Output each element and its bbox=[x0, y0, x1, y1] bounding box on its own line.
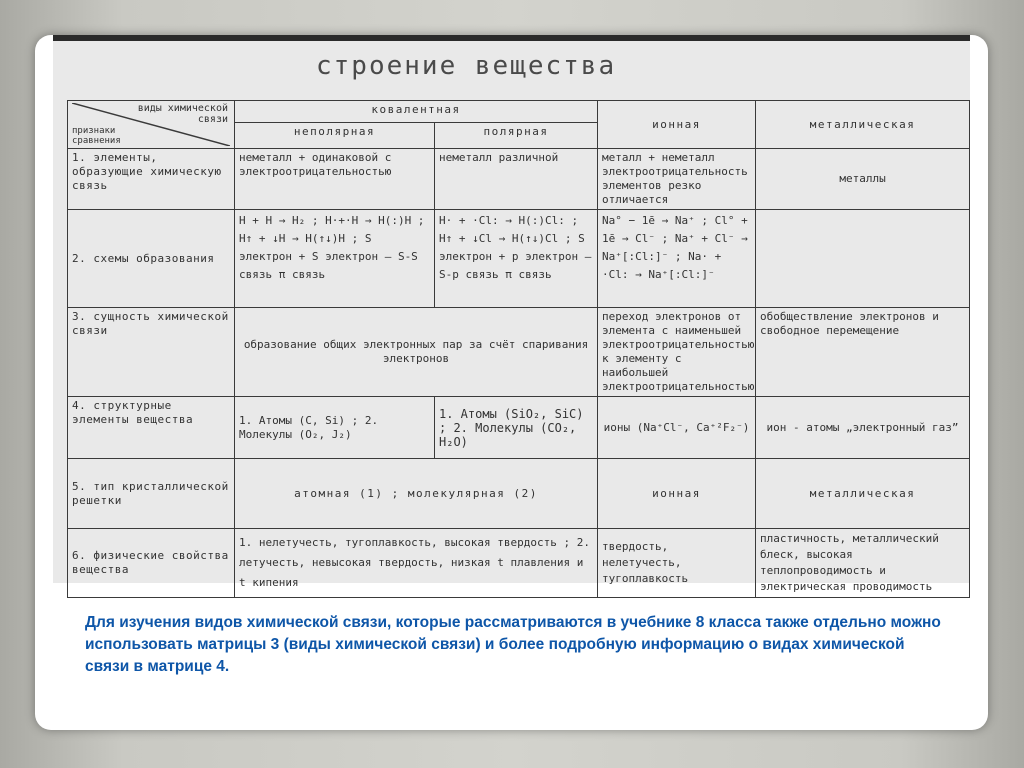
table-title: строение вещества bbox=[316, 51, 617, 81]
bond-types-table bbox=[67, 100, 970, 598]
header-metallic: металлическая bbox=[756, 101, 970, 149]
slide bbox=[35, 35, 988, 730]
cell-ionic-physical: твердость, нелетучесть, тугоплавкость bbox=[598, 529, 756, 598]
header-ionic: ионная bbox=[598, 101, 756, 149]
header-nonpolar: неполярная bbox=[235, 123, 435, 149]
cell-covalent-physical: 1. нелетучесть, тугоплавкость, высокая твердость ; 2. летучесть, невысокая твердость, низкая t плавления и t кипения bbox=[235, 529, 598, 598]
cell-metallic-lattice: металлическая bbox=[756, 459, 970, 529]
cell-text: неметалл + одинаковой с bbox=[239, 151, 392, 164]
row-criterion-physical: 6. физические свойства вещества bbox=[68, 529, 235, 598]
cell-metallic-elements: металлы bbox=[756, 149, 970, 210]
row-criterion-essence: 3. сущность химической связи bbox=[68, 308, 235, 397]
row-criterion-schemes: 2. схемы образования bbox=[68, 210, 235, 308]
row-criterion-lattice: 5. тип кристаллической решетки bbox=[68, 459, 235, 529]
cell-ionic-elements: металл + неметалл электроотрицательность элементов резко отличается bbox=[598, 149, 756, 210]
cell-covalent-np-elements bbox=[235, 149, 435, 210]
header-polar: полярная bbox=[435, 123, 598, 149]
scanned-table-image bbox=[53, 35, 970, 593]
cell-metallic-essence: обобществление электронов и свободное перемещение bbox=[756, 308, 970, 397]
cell-covalent-np-schemes: H + H → H₂ ; H·+·H → H(:)H ; H↑ + ↓H → H(↑↓)H ; S электрон + S электрон — S-S связь π связь bbox=[235, 210, 435, 308]
cell-ionic-essence: переход электронов от элемента с наименьшей электроотрицательностью к элементу с наибольшей электроотрицательностью bbox=[598, 308, 756, 397]
cell-ionic-lattice: ионная bbox=[598, 459, 756, 529]
cell-shared-text: электроотрицательностью bbox=[239, 165, 392, 178]
cell-metallic-physical: пластичность, металлический блеск, высокая теплопроводимость и электрическая проводимость bbox=[756, 529, 970, 598]
cell-covalent-np-structural: 1. Атомы (C, Si) ; 2. Молекулы (O₂, J₂) bbox=[235, 397, 435, 459]
cell-ionic-schemes: Na° − 1ē → Na⁺ ; Cl° + 1ē → Cl⁻ ; Na⁺ + Cl⁻ → Na⁺[:Cl:]⁻ ; Na· + ·Cl: → Na⁺[:Cl:]⁻ bbox=[598, 210, 756, 308]
header-criteria: признаки сравнения bbox=[72, 126, 121, 146]
cell-covalent-lattice: атомная (1) ; молекулярная (2) bbox=[235, 459, 598, 529]
cell-ionic-structural: ионы (Na⁺Cl⁻, Ca⁺²F₂⁻) bbox=[598, 397, 756, 459]
slide-caption: Для изучения видов химической связи, которые рассматриваются в учебнике 8 класса также отдельно можно использовать матрицы 3 (виды химической связи) и более подробную информацию о видах химической связи в матрице 4. bbox=[85, 614, 941, 675]
cell-covalent-p-structural: 1. Атомы (SiO₂, SiC) ; 2. Молекулы (CO₂, H₂O) bbox=[435, 397, 598, 459]
cell-metallic-structural: ион - атомы „электронный газ” bbox=[756, 397, 970, 459]
header-corner-cell bbox=[68, 101, 235, 149]
row-criterion-structural: 4. структурные элементы вещества bbox=[68, 397, 235, 459]
scan-border bbox=[53, 35, 970, 41]
row-criterion-elements: 1. элементы, образующие химическую связь bbox=[68, 149, 235, 210]
cell-covalent-p-elements: неметалл различной bbox=[435, 149, 598, 210]
header-bond-types: виды химической связи bbox=[137, 103, 228, 125]
header-covalent: ковалентная bbox=[235, 101, 598, 123]
cell-metallic-schemes bbox=[756, 210, 970, 308]
cell-covalent-p-schemes: H· + ·Cl: → H(:)Cl: ; H↑ + ↓Cl → H(↑↓)Cl ; S электрон + p электрон — S-p связь π связь bbox=[435, 210, 598, 308]
cell-covalent-essence: образование общих электронных пар за счёт спаривания электронов bbox=[235, 308, 598, 397]
